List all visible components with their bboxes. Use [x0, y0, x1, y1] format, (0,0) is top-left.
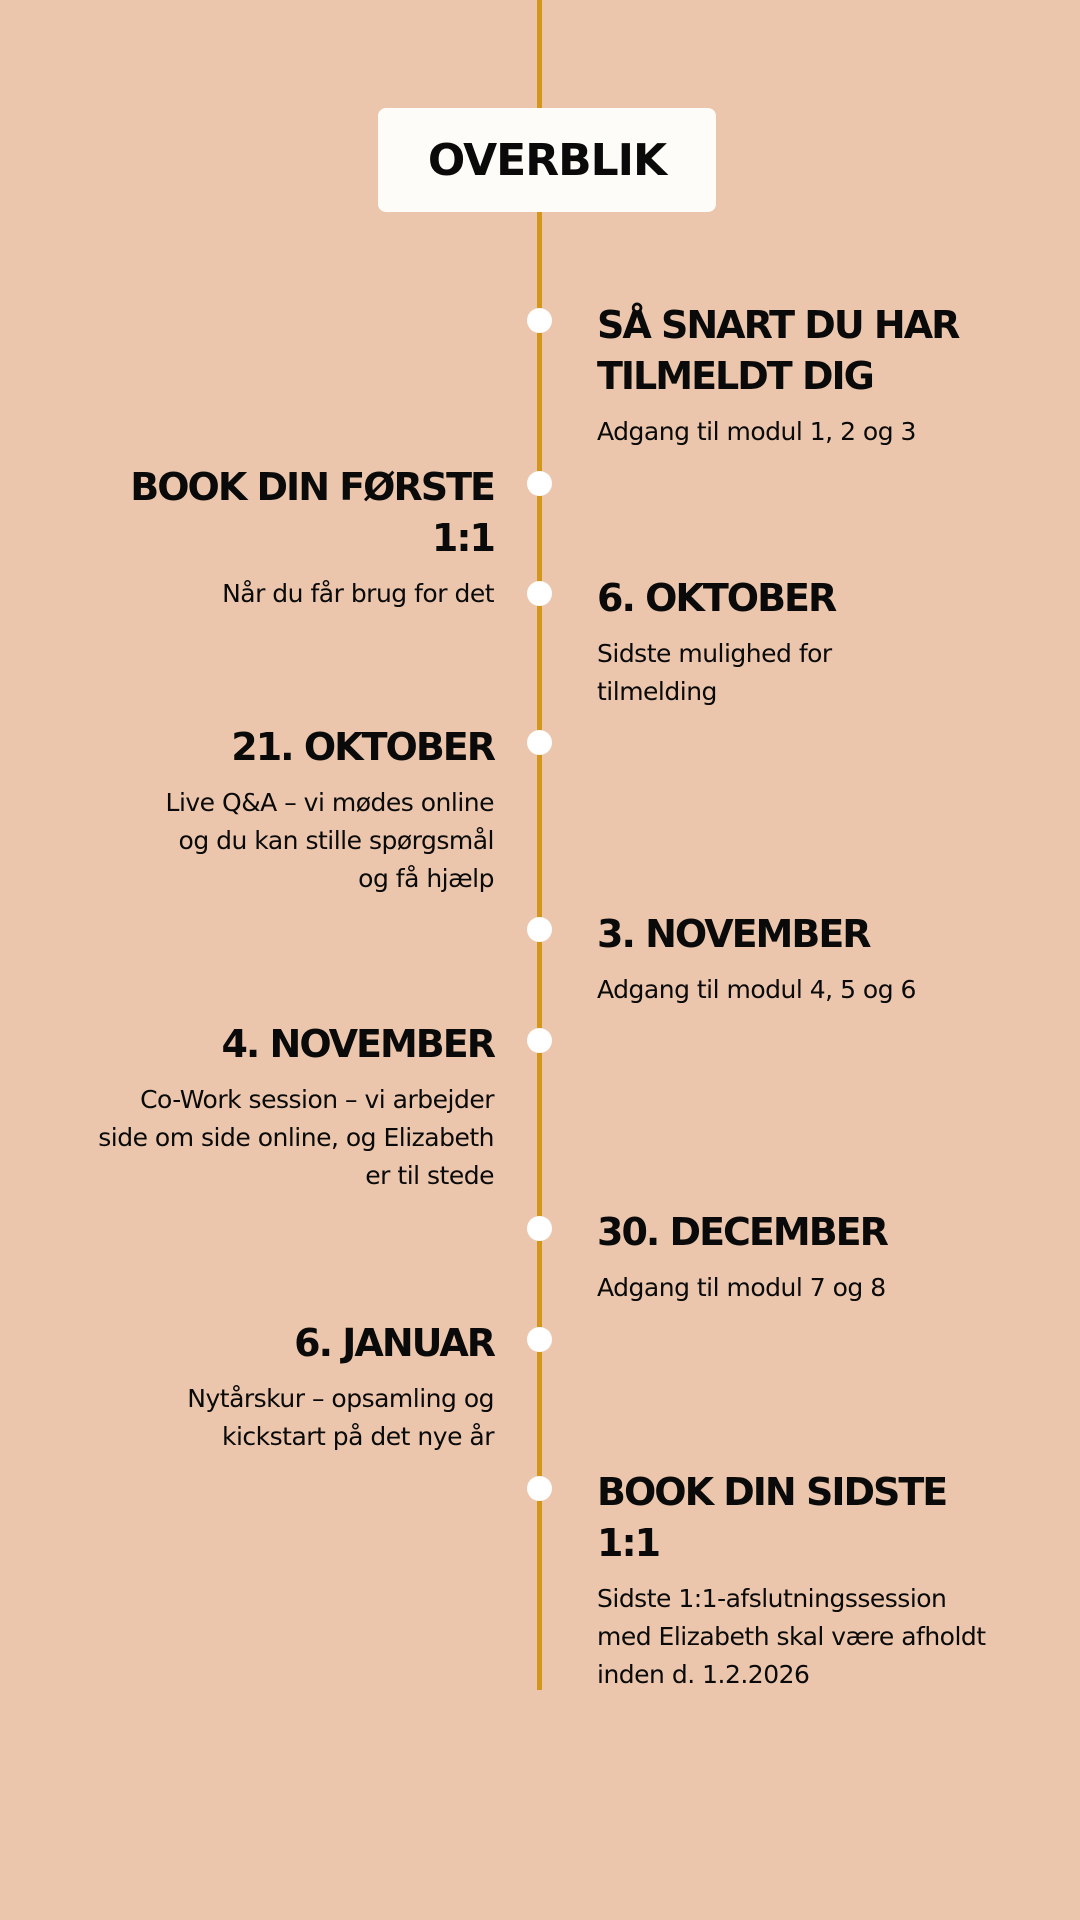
event-title: 3. NOVEMBER [597, 912, 870, 956]
timeline-event [597, 1207, 997, 1307]
timeline-event [597, 909, 997, 1009]
event-title: 6. OKTOBER [597, 576, 836, 620]
event-description: Adgang til modul 4, 5 og 6 [597, 975, 916, 1004]
timeline-event [597, 573, 897, 711]
event-title: 30. DECEMBER [597, 1210, 887, 1254]
timeline-dot [527, 917, 552, 942]
event-description: Sidste 1:1-afslutningssession med Elizabeth skal være afholdt inden d. 1.2.2026 [597, 1584, 986, 1689]
timeline-event [74, 462, 494, 613]
event-description: Når du får brug for det [222, 579, 494, 608]
timeline-dot [527, 308, 552, 333]
event-description: Sidste mulighed for tilmelding [597, 639, 832, 706]
timeline-dot [527, 471, 552, 496]
timeline-dot [527, 1028, 552, 1053]
event-title: BOOK DIN SIDSTE 1:1 [597, 1470, 947, 1565]
timeline-event [597, 1467, 997, 1694]
timeline-line [537, 0, 542, 1690]
event-description: Live Q&A – vi mødes online og du kan stille spørgsmål og få hjælp [165, 788, 494, 893]
event-title: 6. JANUAR [294, 1321, 494, 1365]
event-title: 21. OKTOBER [231, 725, 494, 769]
event-description: Adgang til modul 1, 2 og 3 [597, 417, 916, 446]
timeline-event [597, 300, 977, 451]
event-title: SÅ SNART DU HAR TILMELDT DIG [597, 303, 959, 398]
event-description: Nytårskur – opsamling og kickstart på det nye år [187, 1384, 494, 1451]
timeline-dot [527, 1476, 552, 1501]
title-box [378, 108, 716, 212]
timeline-dot [527, 1327, 552, 1352]
timeline-event [94, 1019, 494, 1195]
event-description: Co-Work session – vi arbejder side om side online, og Elizabeth er til stede [98, 1085, 494, 1190]
timeline-event [164, 722, 494, 898]
timeline-dot [527, 1216, 552, 1241]
event-title: BOOK DIN FØRSTE 1:1 [130, 465, 494, 560]
event-description: Adgang til modul 7 og 8 [597, 1273, 886, 1302]
timeline-event [134, 1318, 494, 1456]
timeline-dot [527, 730, 552, 755]
timeline-dot [527, 581, 552, 606]
page-title: OVERBLIK [427, 134, 667, 186]
event-title: 4. NOVEMBER [221, 1022, 494, 1066]
